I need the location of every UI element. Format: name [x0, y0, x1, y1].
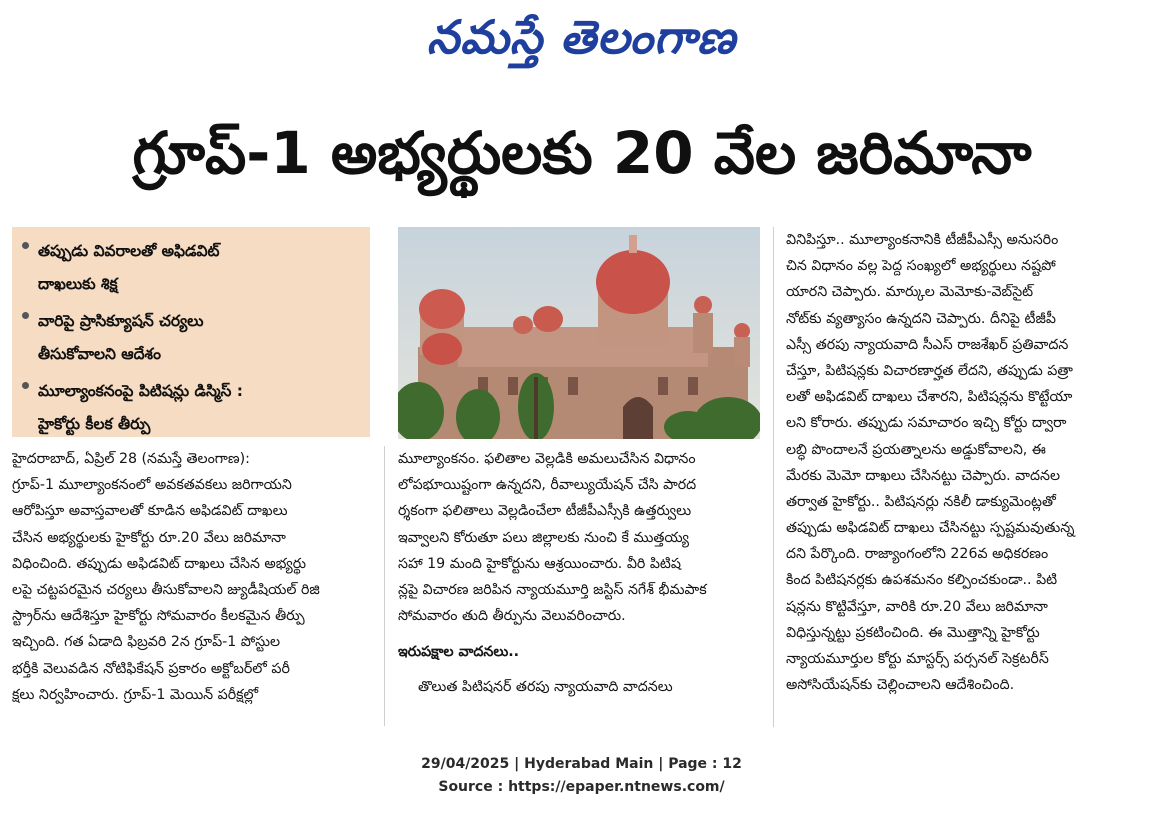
paragraph-line: లపై చట్టపరమైన చర్యలు తీసుకోవాలని జ్యుడీషియల్ రిజి [12, 581, 320, 598]
highlight-line: మూల్యాంకనంపై పిటిషన్లు డిస్మిస్ : [38, 382, 243, 400]
paragraph-line: చేస్తూ, పిటిషన్లకు విచారణార్హత లేదని, తప్పుడు పత్రా [786, 362, 1073, 379]
highlight-line: హైకోర్టు కీలక తీర్పు [38, 415, 151, 433]
paragraph-line: వినిపిస్తూ.. మూల్యాంకనానికి టీజీపీఎస్సీ అనుసరిం [786, 232, 1059, 248]
paragraph-line: మేరకు మెమో దాఖలు చేసినట్టు చెప్పారు. వాదనల [786, 467, 1061, 484]
highlight-item [38, 375, 358, 441]
paragraph-line: లని కోరారు. తప్పుడు సమాచారం ఇచ్చి కోర్టు ద్వారా [786, 415, 1067, 432]
paragraph-line: తొలుత పిటిషనర్ తరపు న్యాయవాది వాదనలు [418, 678, 673, 695]
paragraph-line: ఇచ్చింది. గత ఏడాది ఫిబ్రవరి 2న గ్రూప్-1 పోస్టుల [12, 634, 281, 651]
paragraph-line: సహా 19 మంది హైకోర్టును ఆశ్రయించారు. వీరి పిటిష [398, 555, 681, 572]
paragraph-line: ఆరోపిస్తూ అవాస్తవాలతో కూడిన అఫిడవిట్ దాఖలు [12, 503, 288, 520]
paragraph-line: షన్లను కొట్టివేస్తూ, వారికి రూ.20 వేలు జరిమానా [786, 598, 1048, 615]
highlight-line: దాఖలుకు శిక్ష [38, 275, 118, 293]
paragraph-line: క్షలు నిర్వహించారు. గ్రూప్-1 మెయిన్ పరీక్షల్లో [12, 686, 259, 703]
highlights-box [12, 227, 370, 437]
paragraph-line: గ్రూప్-1 మూల్యాంకనంలో అవకతవకలు జరిగాయని [12, 477, 292, 494]
paragraph-line: చిన విధానం వల్ల పెద్ద సంఖ్యలో అభ్యర్థులు నష్టపో [786, 258, 1056, 275]
highlight-line: తీసుకోవాలని ఆదేశం [38, 345, 161, 363]
paragraph-line: న్యాయమూర్తుల కోర్టు మాస్టర్స్ పర్సనల్ సెక్రటరీస్ [786, 651, 1049, 667]
high-court-building-photo [398, 227, 760, 439]
paragraph-line: ర్శకంగా ఫలితాలు వెల్లడించేలా టీజీపీఎస్సీకి ఉత్తర్వులు [398, 503, 692, 520]
paragraph-line: సోమవారం తుది తీర్పును వెలువరించారు. [398, 608, 626, 625]
paragraph-line: విధించింది. తప్పుడు అఫిడవిట్ దాఖలు చేసిన అభ్యర్థు [12, 555, 307, 572]
column-divider [384, 446, 385, 726]
paragraph-line: హైదరాబాద్, ఏప్రిల్ 28 (నమస్తే తెలంగాణ): [12, 451, 250, 467]
photo-illustration [398, 227, 760, 439]
paragraph-line: నోట్‌కు వ్యత్యాసం ఉన్నదని చెప్పారు. దీనిపై టీజీపీ [786, 310, 1056, 327]
paragraph-line: స్ట్రార్‌ను ఆదేశిస్తూ హైకోర్టు సోమవారం కీలకమైన తీర్పు [12, 608, 305, 625]
paragraph-line: విధిస్తున్నట్టు ప్రకటించింది. ఈ మొత్తాన్ని హైకోర్టు [786, 624, 1040, 641]
section-subhead: ఇరుపక్షాల వాదనలు.. [398, 644, 520, 661]
paragraph-line: చేసిన అభ్యర్థులకు హైకోర్టు రూ.20 వేలు జరిమానా [12, 529, 286, 546]
paragraph-line: ఇవ్వాలని కోరుతూ పలు జిల్లాలకు నుంచి కే ముత్తయ్య [398, 529, 689, 546]
article-column-2 [398, 446, 760, 700]
paragraph-line: అసోసియేషన్‌కు చెల్లించాలని ఆదేశించింది. [786, 677, 1015, 694]
paragraph-line: కింద పిటిషనర్లకు ఉపశమనం కల్పించకుండా.. పిటి [786, 572, 1058, 589]
bullet-icon [22, 312, 29, 319]
edition-info: 29/04/2025 | Hyderabad Main | Page : 12 [421, 756, 742, 772]
paragraph-line: లతో అఫిడవిట్ దాఖలు చేశారని, పిటిషన్లను కొట్టేయా [786, 389, 1073, 406]
headline: గ్రూప్-1 అభ్యర్థులకు 20 వేల జరిమానా [132, 119, 1032, 187]
paragraph-line: దని పేర్కొంది. రాజ్యాంగంలోని 226వ అధికరణం [786, 546, 1049, 563]
highlight-item [38, 305, 358, 371]
highlight-line: తప్పుడు వివరాలతో అఫిడవిట్ [38, 242, 220, 260]
paragraph-line: లోపభూయిష్టంగా ఉన్నదని, రీవాల్యుయేషన్ చేసి పారద [398, 477, 697, 494]
paragraph-line: మూల్యాంకనం. ఫలితాల వెల్లడికి అమలుచేసిన విధానం [398, 451, 696, 467]
paragraph-line: లబ్ధి పొందాలనే ప్రయత్నాలను అడ్డుకోవాలని, ఈ [786, 441, 1046, 458]
column-divider [773, 227, 774, 727]
paragraph-line: తర్వాత హైకోర్టు.. పిటిషనర్లు నకిలీ డాక్యుమెంట్లతో [786, 493, 1056, 510]
bullet-icon [22, 242, 29, 249]
article-column-1 [12, 446, 370, 708]
paragraph-line: యారని చెప్పారు. మార్కుల మెమోకు-వెబ్‌సైట్ [786, 284, 1034, 301]
paragraph-line: న్లపై విచారణ జరిపిన న్యాయమూర్తి జస్టిస్ నగేశ్ భీమపాక [398, 581, 707, 598]
bullet-icon [22, 382, 29, 389]
paragraph-line: తప్పుడు అఫిడవిట్ దాఖలు చేసినట్టు స్పష్టమవుతున్న [786, 520, 1075, 537]
source-link[interactable]: Source : https://epaper.ntnews.com/ [438, 779, 725, 795]
paragraph-line: ఎస్సీ తరపు న్యాయవాది సీఎస్ రాజశేఖర్ ప్రతివాదన [786, 336, 1069, 353]
highlight-item [38, 235, 358, 301]
masthead-logo: నమస్తే తెలంగాణ [426, 10, 737, 64]
highlight-line: వారిపై ప్రాసిక్యూషన్ చర్యలు [38, 312, 204, 330]
article-column-3 [786, 227, 1146, 698]
paragraph-line: భర్తీకి వెలువడిన నోటిఫికేషన్ ప్రకారం అక్టోబర్‌లో పరీ [12, 660, 290, 677]
